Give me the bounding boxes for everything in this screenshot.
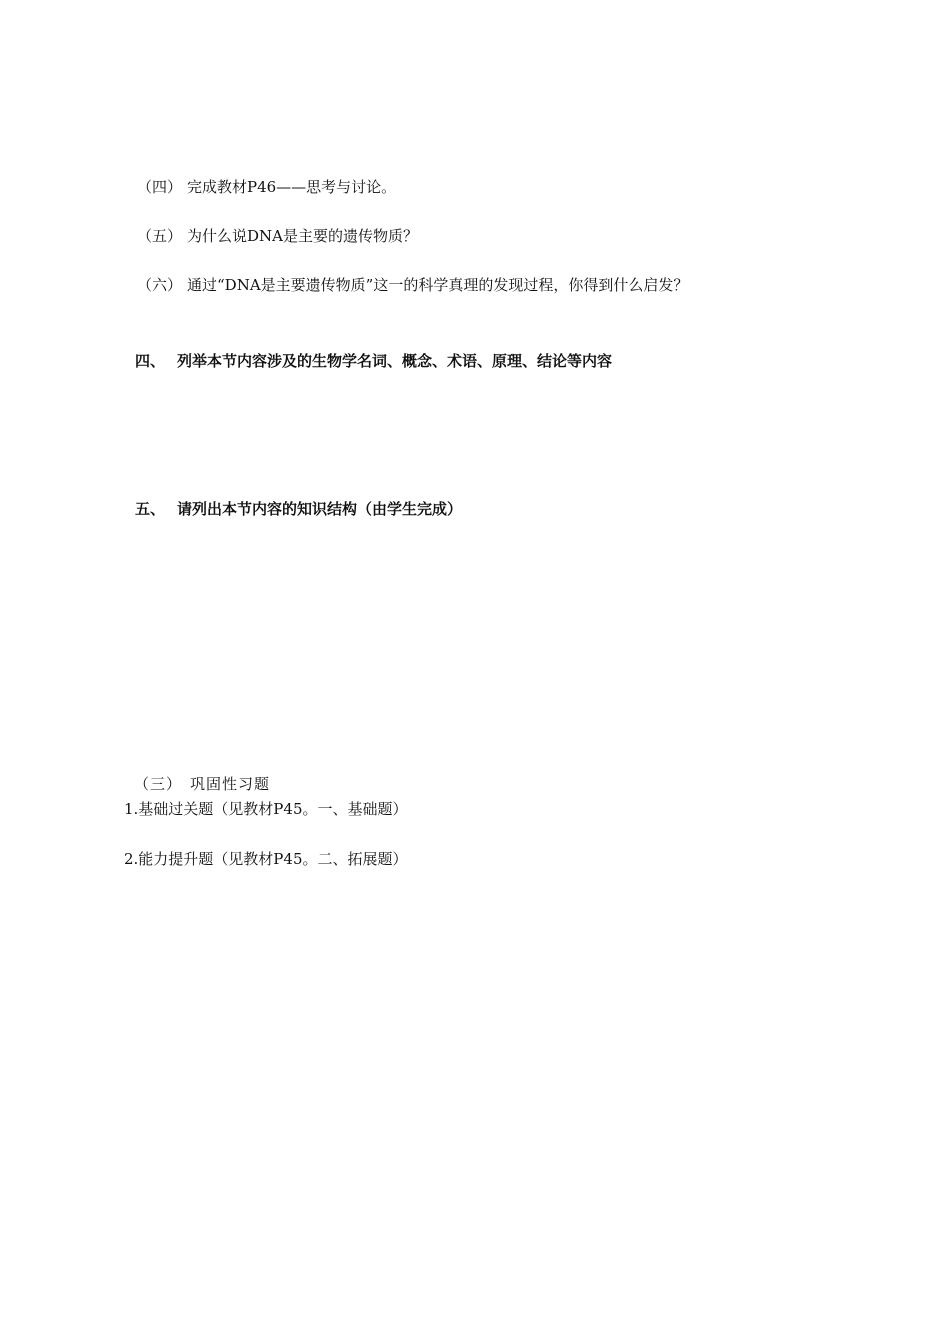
question-item [137,275,688,295]
section-heading [135,499,462,519]
section-title: 请列出本节内容的知识结构（由学生完成） [177,500,463,518]
section-number: 五、 [135,500,166,518]
exercises-number: （三） [134,775,183,793]
section-number: 四、 [135,352,166,370]
question-item [137,226,418,246]
question-number: （六） [137,276,183,294]
exercises-title: 巩固性习题 [190,775,271,793]
question-text: 通过“DNA是主要遗传物质”这一的科学真理的发现过程，你得到什么启发？ [187,276,689,294]
question-text: 完成教材P46——思考与讨论。 [187,178,397,196]
exercises-heading [134,774,270,794]
question-text: 为什么说DNA是主要的遗传物质？ [187,227,418,245]
exercise-item: 2.能力提升题（见教材P45。二、拓展题） [124,850,408,868]
exercise-item: 1.基础过关题（见教材P45。一、基础题） [124,800,408,818]
question-number: （五） [137,227,183,245]
section-title: 列举本节内容涉及的生物学名词、概念、术语、原理、结论等内容 [177,352,613,370]
question-item [137,177,396,197]
section-heading [135,351,612,371]
question-number: （四） [137,178,183,196]
